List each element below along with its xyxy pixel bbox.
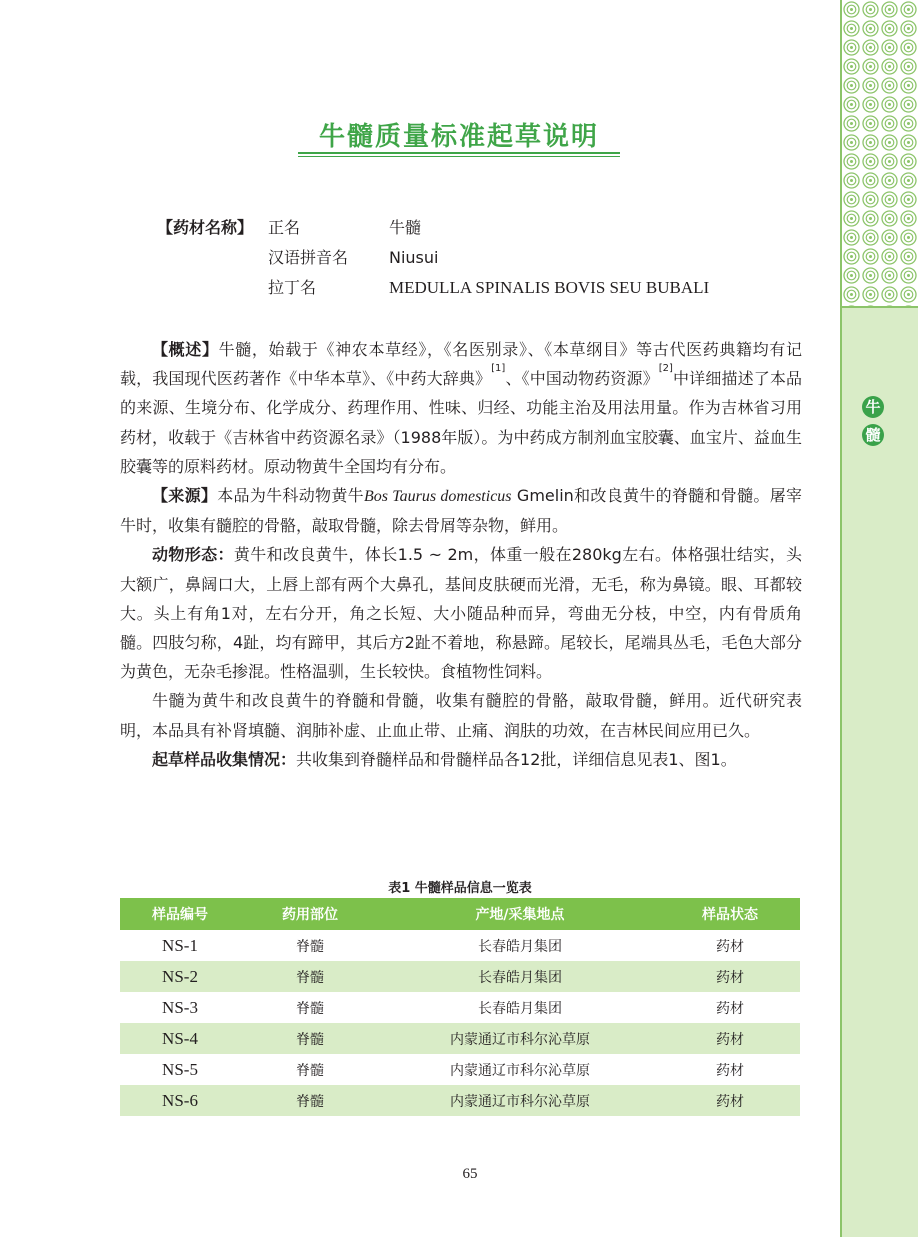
cell-origin: 内蒙通辽市科尔沁草原: [450, 1062, 590, 1079]
cell-state: 药材: [660, 1023, 800, 1054]
cell-part: 脊髓: [296, 938, 324, 955]
cell-state: 药材: [716, 938, 744, 955]
title-rule-bottom: [298, 156, 620, 157]
source-text-1: 本品为牛科动物黄牛: [217, 486, 364, 506]
table-caption: 表1 牛髓样品信息一览表: [388, 881, 532, 896]
cell-part: 脊髓: [240, 1085, 380, 1116]
table-header-row: [120, 898, 800, 930]
table-row: [120, 992, 800, 1023]
name-value-2: Niusui: [389, 248, 439, 267]
morphology-text: 黄牛和改良黄牛，体长1.5 ~ 2m，体重一般在280kg左右。体格强壮结实，头大额广，鼻阔口大，上唇上部有两个大鼻孔，基间皮肤硬而光滑，无毛，称为鼻镜。眼、耳都较大。头上有角1对，左右分开，角之长短、大小随品种而异，弯曲无分枝，中空，内有骨质角髓。四肢匀称，4趾，均有蹄甲，其后方2趾不着地，称悬蹄。尾较长，尾端具丛毛，毛色大部分为黄色，无杂毛掺混。性格温驯，生长较快。食植物性饲料。: [120, 545, 802, 682]
cell-state: 药材: [716, 1062, 744, 1079]
header-origin: 产地/采集地点: [380, 898, 660, 930]
source-heading: 【来源】: [152, 486, 218, 506]
usage-text: 牛髓为黄牛和改良黄牛的脊髓和骨髓，收集有髓腔的骨骼，敲取骨髓，鲜用。近代研究表明，本品具有补肾填髓、润肺补虚、止血止带、止痛、润肤的功效，在吉林民间应用已久。: [120, 691, 802, 740]
source-paragraph: [120, 481, 802, 540]
cell-sample-id: NS-6: [120, 1085, 240, 1116]
reference-2: [2]: [658, 363, 673, 375]
name-label-3: 拉丁名: [268, 278, 317, 297]
cell-part: 脊髓: [240, 1023, 380, 1054]
overview-text-1: 牛髓，始载于《神农本草经》，《名医别录》、《本草纲目》等古代医药典籍均有记载，我国现代医药著作《中华本草》、《中药大辞典》: [120, 340, 802, 389]
morphology-paragraph: [120, 540, 802, 686]
usage-paragraph: [120, 686, 802, 744]
name-value-1: 牛髓: [389, 218, 422, 237]
cell-part: 脊髓: [296, 1062, 324, 1079]
morphology-heading: 动物形态：: [152, 545, 234, 565]
page-number: 65: [462, 1166, 478, 1182]
cell-part: 脊髓: [240, 961, 380, 992]
cell-sample-id: NS-1: [162, 935, 198, 955]
cell-sample-id: NS-5: [162, 1059, 198, 1079]
overview-heading: 【概述】: [152, 340, 219, 359]
header-sample-id: 样品编号: [120, 898, 240, 930]
cell-origin: 长春皓月集团: [380, 961, 660, 992]
table-row: [120, 1054, 800, 1085]
cell-origin: 长春皓月集团: [478, 1000, 562, 1017]
name-value-3: MEDULLA SPINALIS BOVIS SEU BUBALI: [389, 278, 710, 297]
collection-paragraph: [120, 745, 802, 774]
name-label-1: 正名: [268, 218, 301, 237]
cell-state: 药材: [716, 1000, 744, 1017]
name-label-2: 汉语拼音名: [268, 248, 349, 267]
reference-1: [1]: [491, 363, 506, 375]
collection-text: 共收集到脊髓样品和骨髓样品各12批，详细信息见表1、图1。: [296, 749, 737, 769]
body-text: [120, 335, 802, 774]
page-title: 牛髓质量标准起草说明: [318, 122, 599, 152]
source-text-2: Gmelin和改良黄牛的脊髓和骨髓。屠宰牛时，收集有髓腔的骨骼，敲取骨髓，除去骨屑等杂物，鲜用。: [120, 486, 802, 536]
table-row: [120, 930, 800, 961]
cell-state: 药材: [660, 961, 800, 992]
cell-sample-id: NS-4: [120, 1023, 240, 1054]
cell-part: 脊髓: [296, 1000, 324, 1017]
sample-table: [120, 898, 800, 1116]
side-tab-bar: [840, 0, 918, 1237]
overview-text-2: 、《中国动物药资源》: [505, 369, 659, 389]
cell-sample-id: NS-3: [162, 997, 198, 1017]
header-part: 药用部位: [240, 898, 380, 930]
side-tab-char-1: 牛: [862, 396, 884, 418]
side-tab-char-2: 髓: [862, 424, 884, 446]
source-latin-name: Bos Taurus domesticus: [363, 488, 512, 506]
cell-origin: 长春皓月集团: [478, 938, 562, 955]
cell-state: 药材: [660, 1085, 800, 1116]
names-header: 【药材名称】: [157, 218, 254, 237]
table-row: [120, 961, 800, 992]
collection-heading: 起草样品收集情况：: [152, 749, 297, 769]
header-state: 样品状态: [660, 898, 800, 930]
cell-sample-id: NS-2: [120, 961, 240, 992]
table-row: [120, 1023, 800, 1054]
side-separator: [842, 306, 918, 308]
swirl-pattern-icon: [842, 0, 918, 308]
overview-paragraph: [120, 335, 802, 481]
table-row: [120, 1085, 800, 1116]
cell-origin: 内蒙通辽市科尔沁草原: [380, 1023, 660, 1054]
cell-origin: 内蒙通辽市科尔沁草原: [380, 1085, 660, 1116]
overview-text-3: 中详细描述了本品的来源、生境分布、化学成分、药理作用、性味、归经、功能主治及用法用量。作为吉林省习用药材，收载于《吉林省中药资源名录》（1988年版）。为中药成方制剂血宝胶囊、血宝片、益血生胶囊等的原料药材。原动物黄牛全国均有分布。: [120, 369, 802, 476]
title-rule-top: [298, 152, 620, 154]
